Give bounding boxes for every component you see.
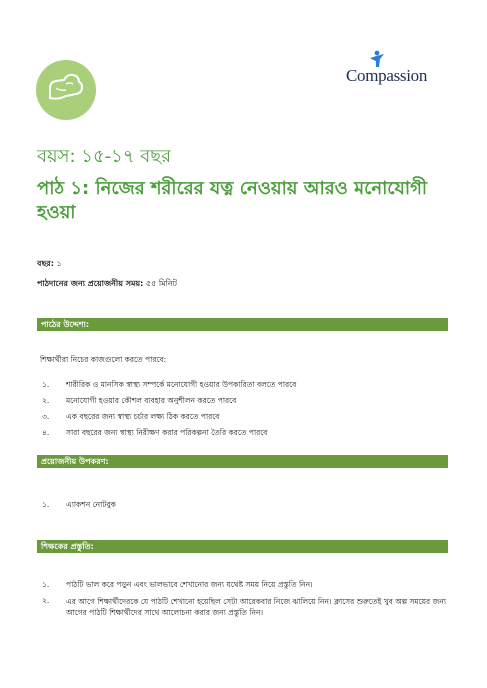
materials-header-bar: [37, 455, 448, 468]
compassion-logo: [346, 52, 446, 92]
list-item: ২. এর আগে শিক্ষার্থীদেরকে যে পাঠটি শেখানো হয়েছিল সেটা আরেকবার নিজে ঝালিয়ে নিন। ক্লাসের শুরুতেই খুব অল্প সময়ের জন্য আগের পাঠটি শিক্ষার্থীদের সাথে আলোচনা করার জন্য প্রস্তুতি নিন।: [42, 596, 446, 617]
preparation-header: শিক্ষকের প্রস্তুতি:: [41, 542, 94, 551]
objectives-intro: শিক্ষার্থীরা নিচের কাজগুলো করতে পারবে:: [40, 355, 167, 364]
year-line: [37, 258, 62, 271]
objectives-header-bar: [37, 318, 448, 331]
lesson-title: পাঠ ১: নিজের শরীরের যত্ন নেওয়ায় আরও মনোযোগী হওয়া: [37, 178, 428, 223]
year-value: ১: [56, 259, 62, 268]
compassion-wordmark: Compassion: [346, 66, 428, 85]
objectives-header: পাঠের উদ্দেশ্য:: [41, 320, 90, 329]
materials-list: [42, 500, 116, 512]
year-label: বছর:: [37, 259, 54, 268]
preparation-list: [42, 580, 446, 618]
list-item: ৪. সারা বছরের জন্য স্বাস্থ্য নিরীক্ষণ করার পরিকল্পনা তৈরি করতে পারবে: [42, 428, 268, 437]
lesson-icon-circle: [36, 60, 96, 120]
time-value: ৫৫ মিনিট: [145, 279, 177, 288]
list-item: ১. এ্যাকশন নোটবুক: [42, 500, 116, 509]
preparation-header-bar: [37, 540, 448, 553]
age-range-title: বয়স: ১৫-১৭ বছর: [37, 146, 172, 167]
flexed-arm-icon: [36, 60, 96, 120]
list-item: ৩. এক বছরের জন্য স্বাস্থ্য চর্চার লক্ষ্য ঠিক করতে পারবে: [42, 412, 220, 421]
list-item: ১. শারীরিক ও মানসিক স্বাস্থ্য সম্পর্কে মনোযোগী হওয়ার উপকারিতা বলতে পারবে: [42, 380, 297, 389]
list-item: ২. মনোযোগী হওয়ার কৌশল ব্যবহার অনুশীলন করতে পারবে: [42, 396, 237, 405]
time-label: পাঠদানের জন্য প্রয়োজনীয় সময়:: [37, 279, 144, 288]
time-line: [37, 278, 177, 291]
objectives-list: [42, 380, 296, 440]
list-item: ১. পাঠটি ভাল করে পড়ুন এবং ভালভাবে শেখানোর জন্য যথেষ্ট সময় নিয়ে প্রস্তুতি নিন।: [42, 580, 313, 589]
materials-header: প্রয়োজনীয় উপকরণ:: [41, 457, 109, 466]
